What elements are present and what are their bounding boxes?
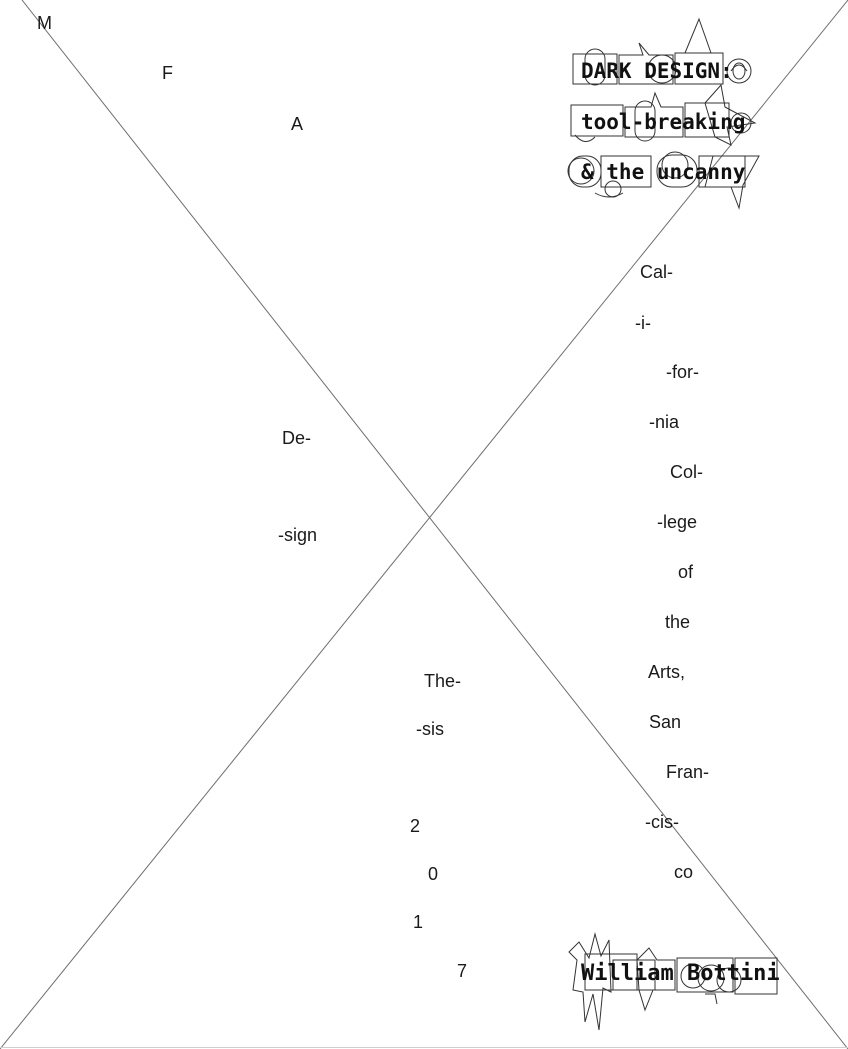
year-digit: 2 xyxy=(410,816,421,836)
institution-word-part: Arts, xyxy=(648,662,686,682)
institution-word-part: San xyxy=(649,712,682,732)
discipline-word-part: De- xyxy=(282,428,312,448)
year-digit: 1 xyxy=(413,912,424,932)
year-digit: 7 xyxy=(457,961,468,981)
institution-word-part: the xyxy=(665,612,691,632)
thesis-word-part: -sis xyxy=(416,719,444,739)
institution-word-part: -i- xyxy=(635,313,651,333)
bottom-rule xyxy=(0,1047,848,1048)
institution-word-part: Fran- xyxy=(666,762,710,782)
institution-word-part: co xyxy=(674,862,694,882)
institution-word-part: -lege xyxy=(657,512,698,532)
title-line: tool-breaking xyxy=(581,110,746,134)
letter-f: F xyxy=(162,63,173,83)
letter-m: M xyxy=(37,13,52,33)
institution-word-part: -for- xyxy=(666,362,699,382)
year-digit: 0 xyxy=(428,864,439,884)
letter-a: A xyxy=(291,114,304,134)
institution-word-part: -cis- xyxy=(645,812,679,832)
discipline-word-part: -sign xyxy=(278,525,318,545)
institution-word-part: Cal- xyxy=(640,262,674,282)
thesis-word-part: The- xyxy=(424,671,462,691)
title-line: & the uncanny xyxy=(581,160,746,184)
title-line: DARK DESIGN: xyxy=(581,59,733,83)
institution-word-part: Col- xyxy=(670,462,704,482)
institution-word-part: of xyxy=(678,562,694,582)
institution-word-part: -nia xyxy=(649,412,680,432)
author-name: William Bottini xyxy=(581,961,780,986)
